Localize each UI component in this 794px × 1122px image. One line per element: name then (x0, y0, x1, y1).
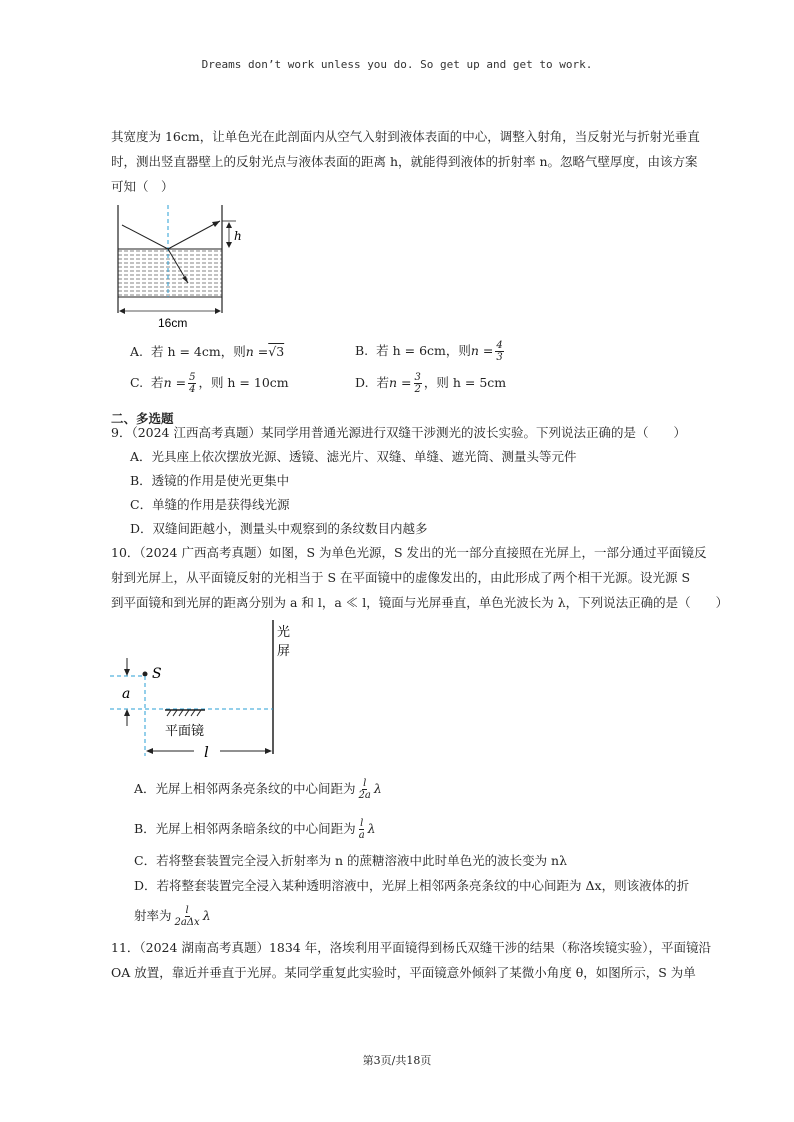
l-label: l (204, 743, 209, 761)
option-8C: C. 若n = $\frac{5}{4}$ ，则 h = 10cm (130, 372, 289, 395)
l-arrow-right (265, 748, 272, 754)
screen-label-1: 光 (277, 625, 291, 640)
q9-option-B: B．透镜的作用是使光更集中 (130, 473, 290, 488)
q9-option-A: A．光具座上依次摆放光源、透镜、滤光片、双缝、单缝、遮光筒、测量头等元件 (130, 449, 577, 464)
h-label: h (234, 229, 242, 243)
width-arrow-right (215, 308, 221, 314)
option-8A: A. 若 h = 4cm，则n =√3 (130, 344, 285, 359)
mirror-label: 平面镜 (165, 724, 205, 739)
q9-option-D: D．双缝间距越小，测量头中观察到的条纹数目内越多 (130, 521, 428, 536)
incident-ray (122, 225, 168, 249)
mirror-setup-figure (110, 618, 310, 768)
screen-label-2: 屏 (277, 644, 291, 659)
q10-line-2: 射到光屏上，从平面镜反射的光相当于 S 在平面镜中的虚像发出的，由此形成了两个相干光源。设光源 S (111, 570, 691, 585)
h-arrow-down (226, 242, 232, 248)
q10-line-3: 到平面镜和到光屏的距离分别为 a 和 l，a ≪ l，镜面与光屏垂直，单色光波长为 λ，下列说法正确的是（ ） (111, 595, 729, 610)
option-8B: B. 若 h = 6cm，则n = $\frac{4}{3}$ (355, 340, 503, 363)
a-arrow-top (124, 669, 130, 676)
q10-option-D-line-2: 射率为 $\frac{l}{\text{2aΔx}}$ λ (134, 905, 211, 928)
intro-line-2: 时，测出竖直器壁上的反射光点与液体表面的距离 h，就能得到液体的折射率 n。忽略气壁厚度，由该方案 (111, 154, 698, 169)
intro-line-3: 可知（ ） (111, 179, 174, 194)
q10-line-1: 10．（2024 广西高考真题）如图，S 为单色光源，S 发出的光一部分直接照在光屏上，一部分通过平面镜反 (111, 545, 707, 560)
q10-option-B: B．光屏上相邻两条暗条纹的中心间距为 $\frac{l}{a}$ λ (134, 818, 376, 841)
q11-line-1: 11．（2024 湖南高考真题）1834 年，洛埃利用平面镜得到杨氏双缝干涉的结果（称洛埃镜实验），平面镜沿 (111, 940, 711, 955)
a-arrow-bottom (124, 709, 130, 716)
reflected-arrowhead (212, 221, 220, 227)
q10-option-C: C．若将整套装置完全浸入折射率为 n 的蔗糖溶液中此时单色光的波长变为 nλ (134, 853, 568, 868)
q9-option-C: C．单缝的作用是获得线光源 (130, 497, 290, 512)
source-label: S (152, 666, 162, 682)
width-label: 16cm (158, 316, 188, 330)
intro-line-1: 其宽度为 16cm，让单色光在此剖面内从空气入射到液体表面的中心，调整入射角，当反射光与折射光垂直 (111, 129, 700, 144)
q10-option-D-line-1: D．若将整套装置完全浸入某种透明溶液中，光屏上相邻两条亮条纹的中心间距为 Δx，则该液体的折 (134, 878, 690, 893)
page-header-quote: Dreams don’t work unless you do. So get up and get to work. (201, 58, 593, 71)
a-label: a (122, 686, 131, 702)
width-arrow-left (119, 308, 125, 314)
q10-option-A: A．光屏上相邻两条亮条纹的中心间距为 $\frac{l}{2a}$ λ (134, 778, 382, 801)
source-point (143, 672, 148, 677)
reflected-ray (168, 221, 220, 249)
page-number: 第3页/共18页 (362, 1054, 432, 1067)
section-heading: 二、多选题 (111, 411, 174, 426)
l-arrow-left (146, 748, 153, 754)
liquid-fill (118, 249, 222, 297)
mirror-hatching (167, 710, 201, 716)
q11-line-2: OA 放置，靠近并垂直于光屏。某同学重复此实验时，平面镜意外倾斜了某微小角度 θ，如图所示，S 为单 (111, 965, 696, 980)
container-figure (112, 205, 262, 333)
h-arrow-up (226, 222, 232, 228)
option-8D: D. 若n = $\frac{3}{2}$ ，则 h = 5cm (355, 372, 507, 395)
q9-stem: 9．（2024 江西高考真题）某同学用普通光源进行双缝干涉测光的波长实验。下列说法正确的是（ ） (111, 425, 686, 440)
